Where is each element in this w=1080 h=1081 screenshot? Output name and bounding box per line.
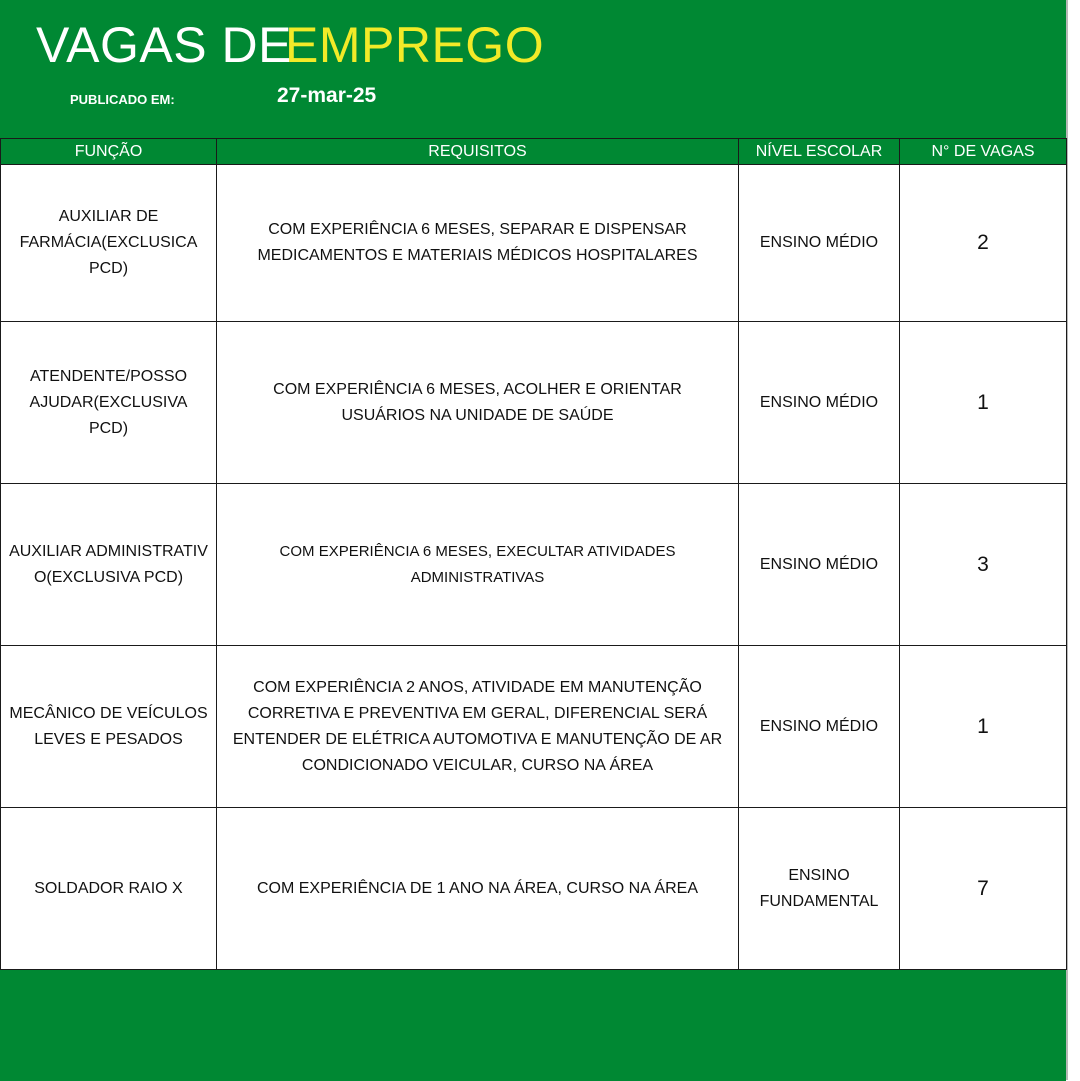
footer-banner	[0, 969, 1066, 1081]
cell-requisitos: COM EXPERIÊNCIA 2 ANOS, ATIVIDADE EM MANUTENÇÃO CORRETIVA E PREVENTIVA EM GERAL, DIFERENCIAL SERÁ ENTENDER DE ELÉTRICA AUTOMOTIVA E MANUTENÇÃO DE AR CONDICIONADO VEICULAR, CURSO NA ÁREA	[217, 646, 739, 808]
title-emprego: EMPREGO	[285, 17, 545, 73]
cell-nivel-escolar: ENSINO MÉDIO	[739, 165, 900, 322]
column-header-requisitos: REQUISITOS	[217, 139, 739, 165]
title-vagas-de: VAGAS DE	[36, 17, 292, 73]
published-label: PUBLICADO EM:	[70, 92, 175, 107]
table-header	[1, 139, 1067, 165]
cell-requisitos: COM EXPERIÊNCIA 6 MESES, SEPARAR E DISPENSAR MEDICAMENTOS E MATERIAIS MÉDICOS HOSPITALARES	[217, 165, 739, 322]
published-date: 27-mar-25	[277, 84, 377, 107]
cell-funcao: AUXILIAR DE FARMÁCIA(EXCLUSICA PCD)	[1, 165, 217, 322]
cell-nivel-escolar: ENSINO MÉDIO	[739, 484, 900, 646]
table-row	[1, 808, 1067, 970]
header-banner	[0, 0, 1066, 138]
cell-funcao: MECÂNICO DE VEÍCULOS LEVES E PESADOS	[1, 646, 217, 808]
table-header-row	[1, 139, 1067, 165]
cell-nivel-escolar: ENSINO MÉDIO	[739, 646, 900, 808]
cell-nivel-escolar: ENSINO FUNDAMENTAL	[739, 808, 900, 970]
column-header-nivel-escolar: NÍVEL ESCOLAR	[739, 139, 900, 165]
cell-numero-vagas: 2	[900, 165, 1067, 322]
cell-numero-vagas: 1	[900, 646, 1067, 808]
column-header-funcao: FUNÇÃO	[1, 139, 217, 165]
cell-requisitos: COM EXPERIÊNCIA 6 MESES, EXECULTAR ATIVIDADES ADMINISTRATIVAS	[217, 484, 739, 646]
table-row	[1, 646, 1067, 808]
cell-numero-vagas: 7	[900, 808, 1067, 970]
cell-requisitos: COM EXPERIÊNCIA DE 1 ANO NA ÁREA, CURSO NA ÁREA	[217, 808, 739, 970]
table-row	[1, 165, 1067, 322]
cell-numero-vagas: 1	[900, 322, 1067, 484]
cell-numero-vagas: 3	[900, 484, 1067, 646]
cell-funcao: ATENDENTE/POSSO AJUDAR(EXCLUSIVA PCD)	[1, 322, 217, 484]
cell-funcao: SOLDADOR RAIO X	[1, 808, 217, 970]
cell-funcao: AUXILIAR ADMINISTRATIVO(EXCLUSIVA PCD)	[1, 484, 217, 646]
column-header-numero-vagas: N° DE VAGAS	[900, 139, 1067, 165]
table-row	[1, 484, 1067, 646]
cell-requisitos: COM EXPERIÊNCIA 6 MESES, ACOLHER E ORIENTAR USUÁRIOS NA UNIDADE DE SAÚDE	[217, 322, 739, 484]
table-row	[1, 322, 1067, 484]
cell-nivel-escolar: ENSINO MÉDIO	[739, 322, 900, 484]
job-table	[0, 138, 1067, 970]
table-body	[1, 165, 1067, 970]
